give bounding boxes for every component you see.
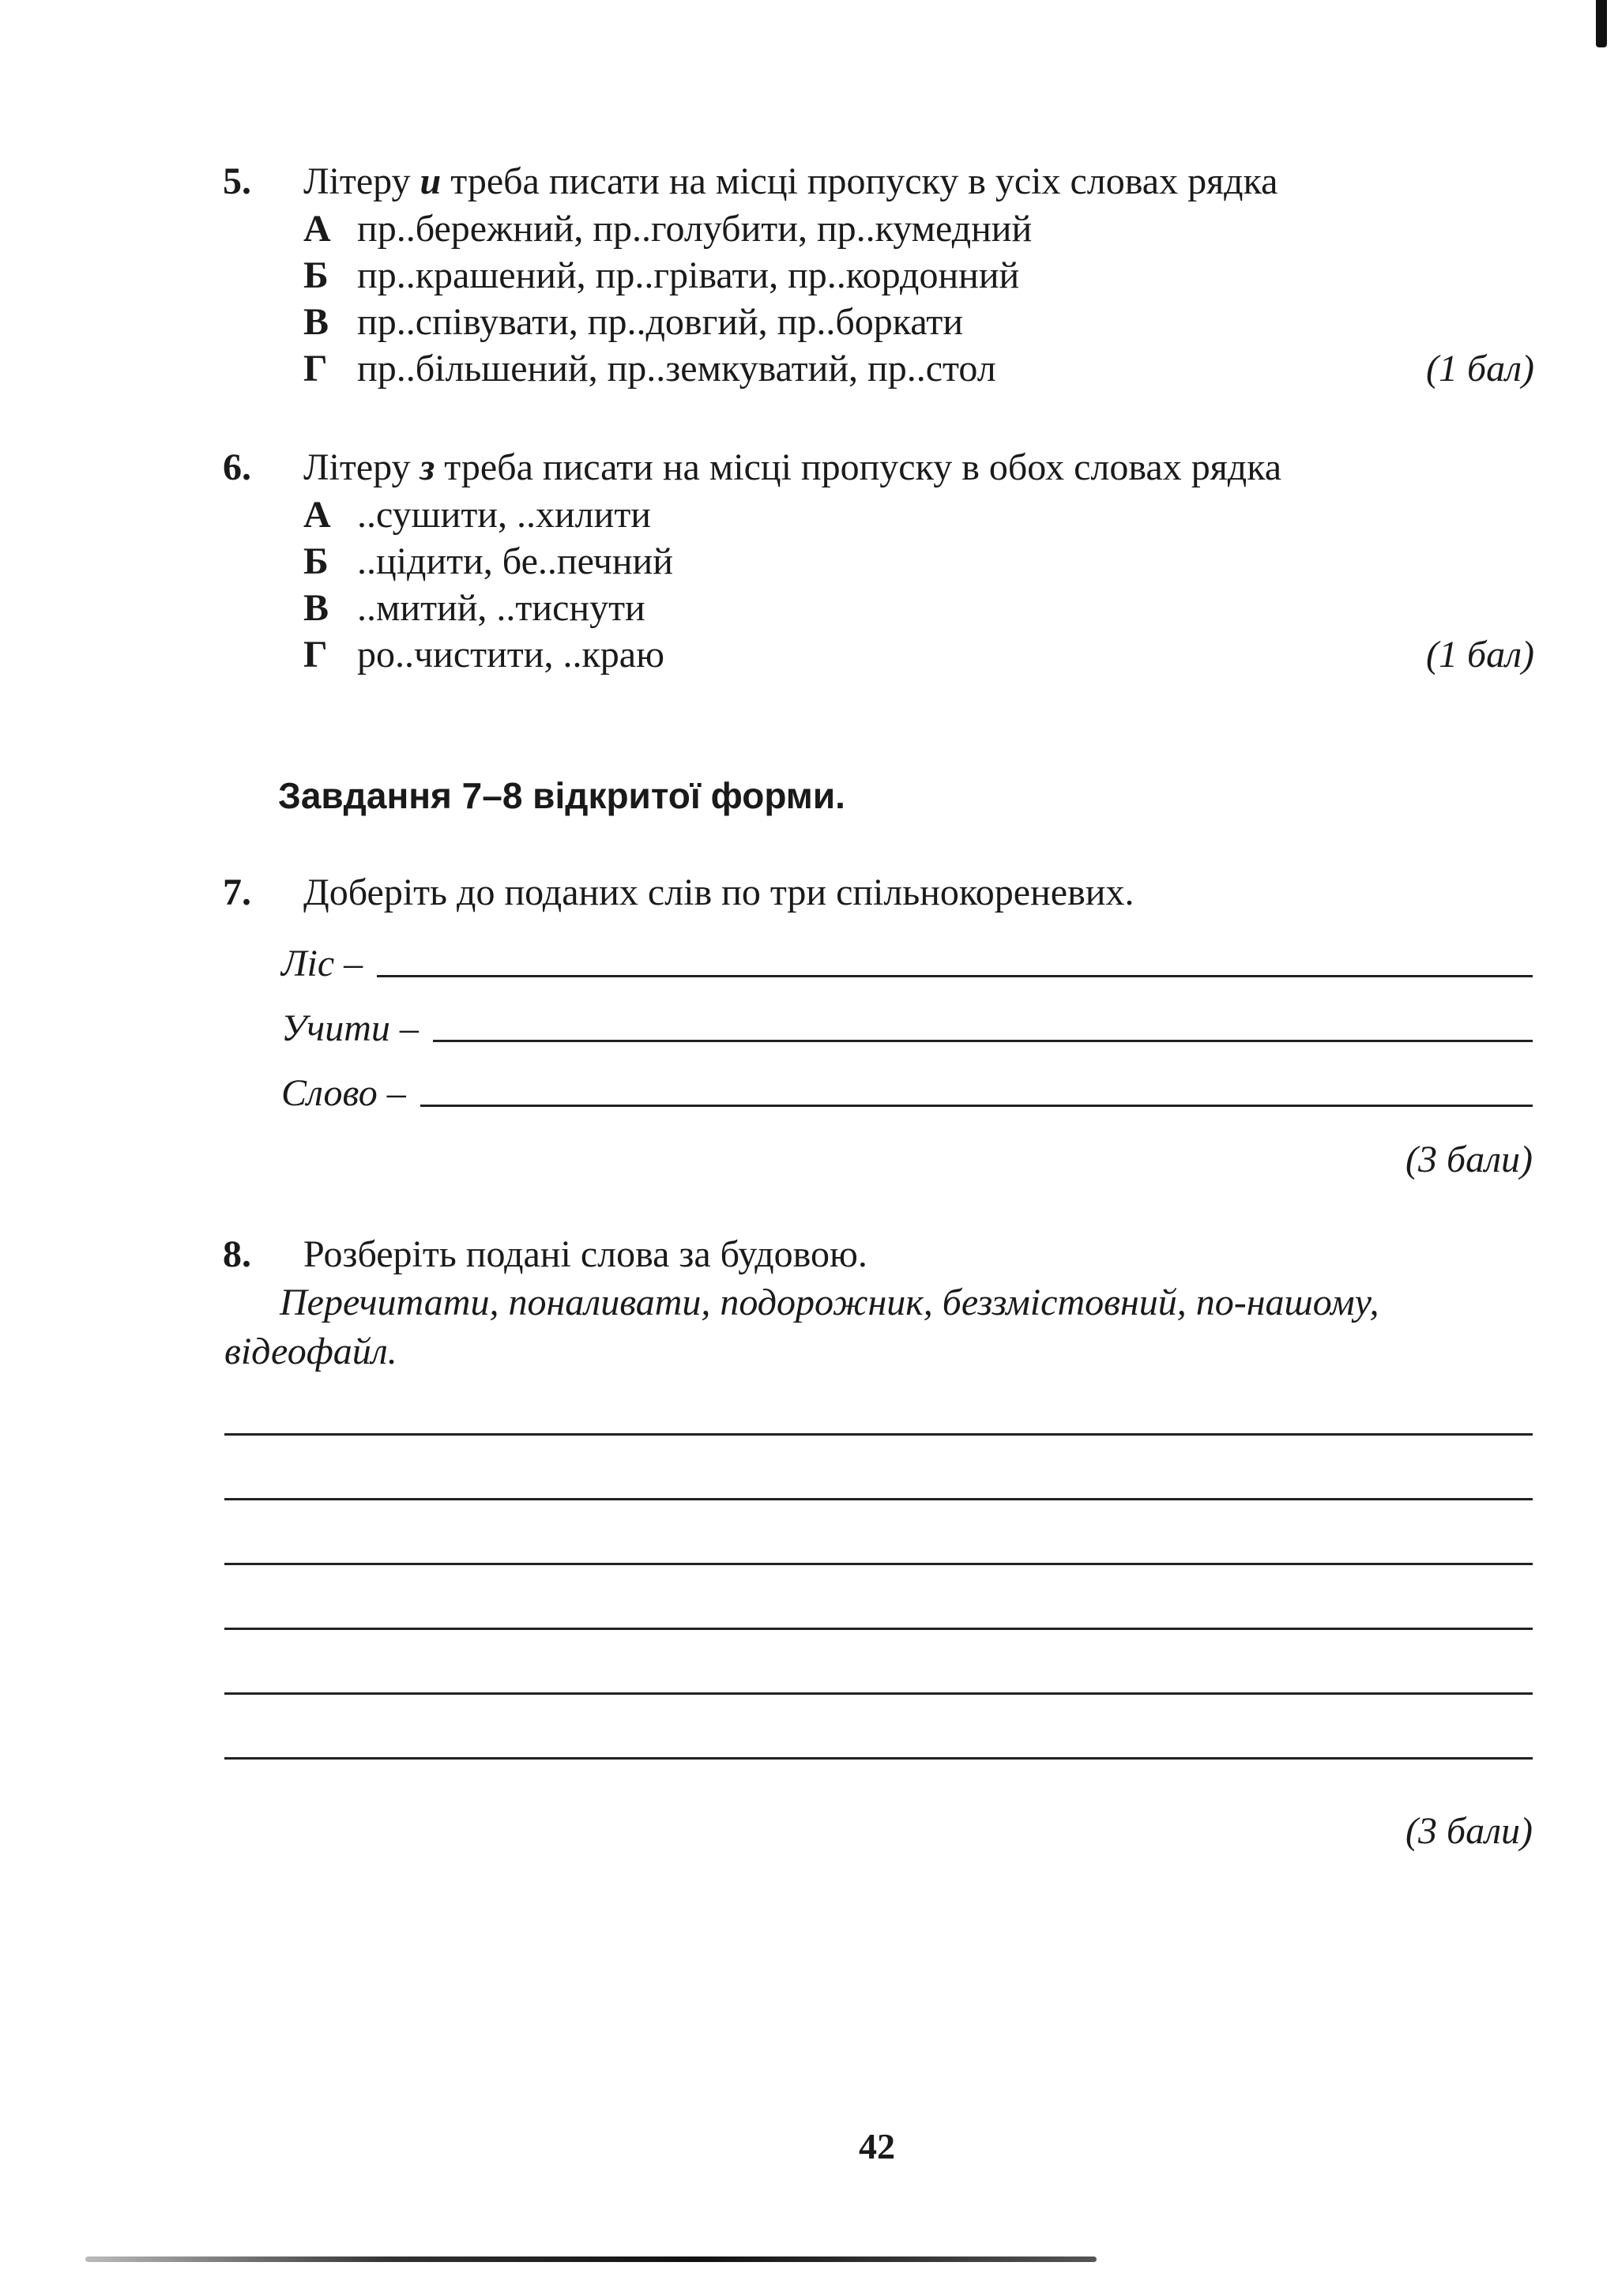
word-list: Перечитати, поналивати, подорожник, беззмістовний, по-нашому, відеофайл. bbox=[224, 1282, 1379, 1372]
answer-line[interactable] bbox=[224, 1563, 1533, 1565]
highlight-letter: и bbox=[420, 160, 442, 202]
answer-line[interactable] bbox=[377, 967, 1533, 977]
option-text: ..сушити, ..хилити bbox=[357, 494, 651, 536]
option-g[interactable] bbox=[303, 631, 1534, 678]
answer-field-slovo bbox=[281, 1071, 1533, 1115]
option-b[interactable] bbox=[303, 538, 1534, 585]
answer-line[interactable] bbox=[224, 1433, 1533, 1436]
answer-line[interactable] bbox=[420, 1097, 1533, 1107]
question-text: Розберіть подані слова за будовою. bbox=[303, 1233, 867, 1275]
question-6 bbox=[223, 444, 1534, 678]
question-number: 8. bbox=[223, 1233, 251, 1275]
answer-line[interactable] bbox=[224, 1498, 1533, 1500]
answer-line[interactable] bbox=[224, 1757, 1533, 1760]
score-label: (1 бал) bbox=[1425, 634, 1534, 676]
question-8 bbox=[223, 1231, 1534, 1278]
question-text: Доберіть до поданих слів по три спільнокореневих. bbox=[303, 871, 1134, 913]
option-text: ..митий, ..тиснути bbox=[357, 587, 645, 629]
option-text: ..цідити, бе..печний bbox=[357, 540, 673, 582]
option-text: пр..співувати, пр..довгий, пр..боркати bbox=[357, 301, 964, 343]
option-letter: В bbox=[303, 301, 329, 343]
question-7 bbox=[223, 869, 1534, 917]
field-label: Слово – bbox=[281, 1072, 406, 1114]
option-v[interactable] bbox=[303, 299, 1534, 345]
answer-line[interactable] bbox=[224, 1692, 1533, 1695]
option-letter: Г bbox=[303, 348, 328, 390]
option-letter: Г bbox=[303, 634, 328, 676]
answer-line[interactable] bbox=[433, 1032, 1533, 1042]
score-label: (1 бал) bbox=[1425, 348, 1534, 390]
page-number: 42 bbox=[859, 2126, 895, 2166]
field-label: Учити – bbox=[281, 1007, 419, 1049]
score-label: (3 бали) bbox=[1405, 1139, 1533, 1180]
option-letter: Б bbox=[303, 540, 329, 582]
highlight-letter: з bbox=[420, 446, 435, 488]
option-v[interactable] bbox=[303, 585, 1534, 631]
option-letter: В bbox=[303, 587, 329, 629]
question-number: 6. bbox=[223, 446, 251, 488]
option-a[interactable] bbox=[303, 205, 1534, 252]
option-text: пр..крашений, пр..грівати, пр..кордонний bbox=[357, 254, 1020, 296]
option-letter: А bbox=[303, 494, 331, 536]
question-5 bbox=[223, 158, 1534, 392]
question-5-header bbox=[223, 158, 1534, 205]
option-letter: А bbox=[303, 208, 331, 250]
option-b[interactable] bbox=[303, 252, 1534, 299]
question-text: Літеру и треба писати на місці пропуску в усіх словах рядка bbox=[303, 160, 1278, 202]
option-letter: Б bbox=[303, 254, 329, 296]
section-title: Завдання 7–8 відкритої форми. bbox=[278, 775, 845, 816]
answer-line[interactable] bbox=[224, 1628, 1533, 1630]
answer-field-uchyty bbox=[281, 1007, 1533, 1050]
option-a[interactable] bbox=[303, 491, 1534, 538]
scan-edge-mark bbox=[1596, 0, 1607, 47]
bottom-rule bbox=[85, 2256, 1097, 2262]
answer-field-lis bbox=[281, 942, 1533, 985]
score-label: (3 бали) bbox=[1405, 1810, 1533, 1852]
question-number: 5. bbox=[223, 160, 251, 202]
question-8-header bbox=[223, 1231, 1534, 1278]
question-text: Літеру з треба писати на місці пропуску в обох словах рядка bbox=[303, 446, 1282, 488]
question-number: 7. bbox=[223, 871, 251, 913]
option-text: пр..бережний, пр..голубити, пр..кумедний bbox=[357, 208, 1033, 250]
question-6-header bbox=[223, 444, 1534, 491]
option-g[interactable] bbox=[303, 345, 1534, 392]
option-text: ро..чистити, ..краю bbox=[357, 634, 664, 676]
question-7-header bbox=[223, 869, 1534, 917]
field-label: Ліс – bbox=[281, 943, 363, 984]
option-text: пр..більшений, пр..земкуватий, пр..стол bbox=[357, 348, 996, 390]
